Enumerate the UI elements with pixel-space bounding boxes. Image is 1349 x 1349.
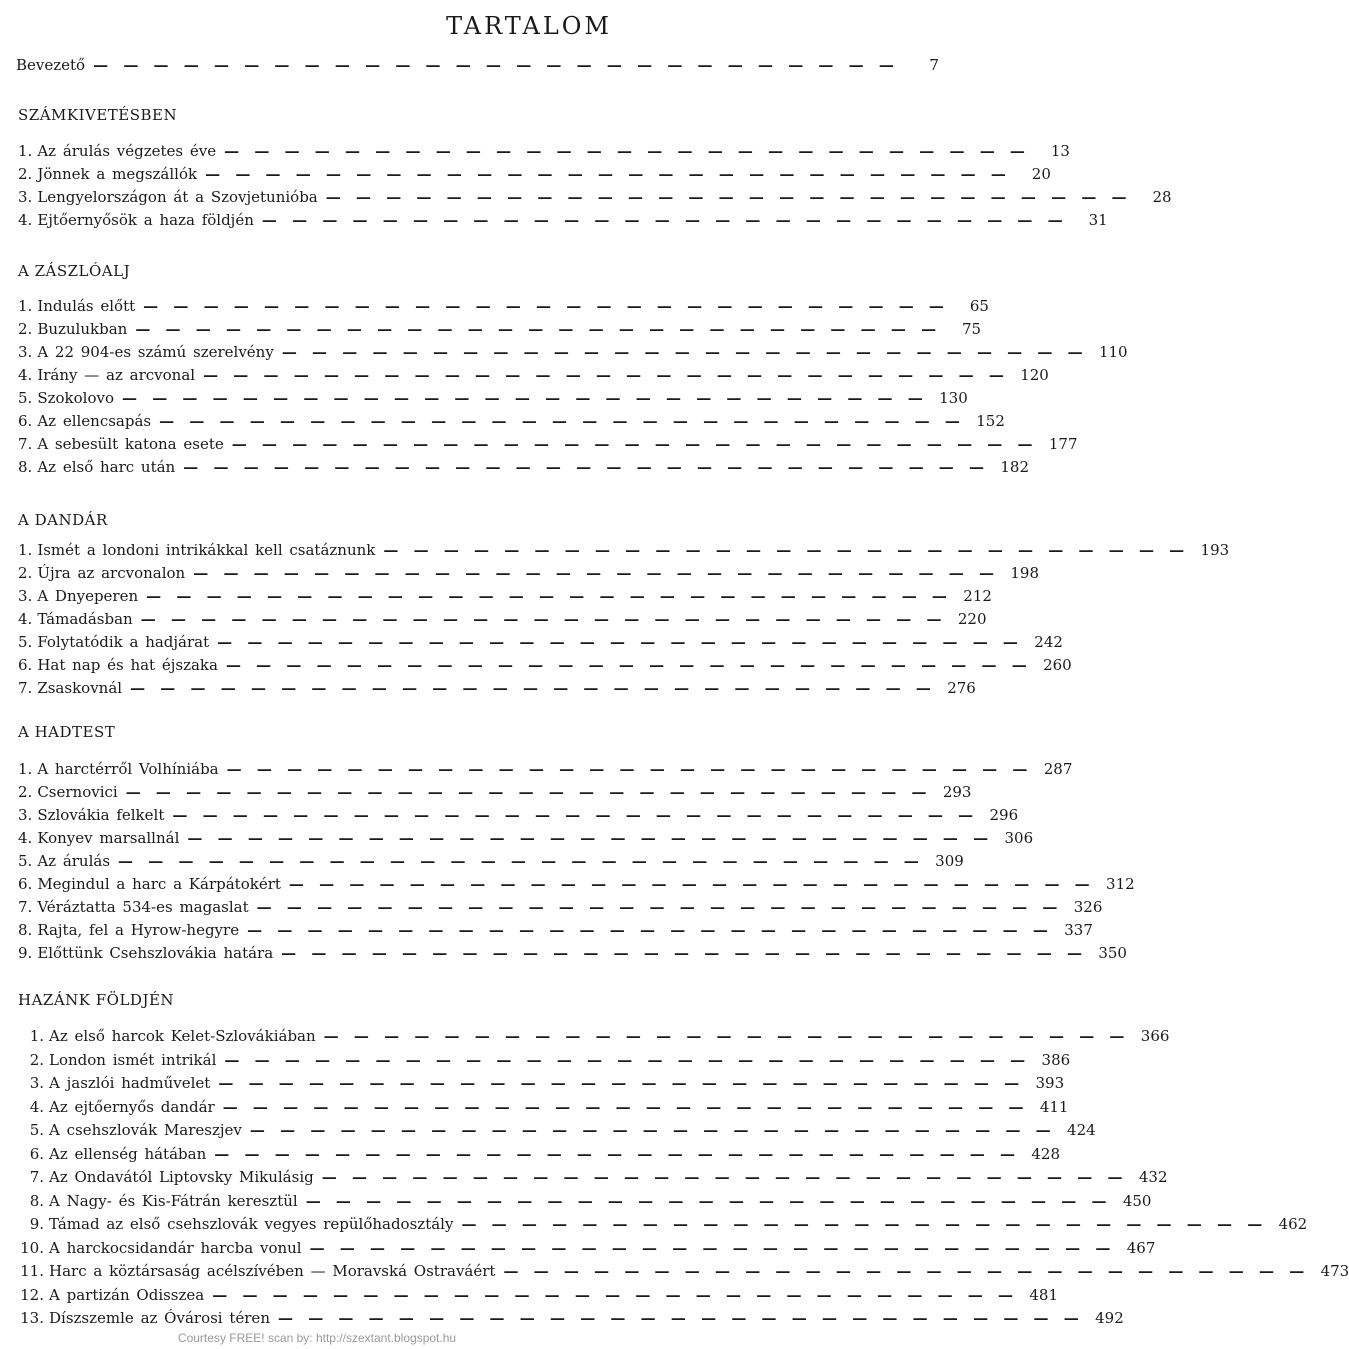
dash-leader: — — — — — — — — — — — — — — — — — — — — — — — — — — — xyxy=(130,679,936,697)
dash-leader: — — — — — — — — — — — — — — — — — — — — — — — — — — — xyxy=(212,1285,1019,1304)
toc-entry xyxy=(18,898,1103,921)
dash-leader: — — — — — — — — — — — — — — — — — — — — — — — — — — — xyxy=(218,1074,1025,1092)
toc-entry-number: 1. xyxy=(18,297,33,315)
toc-entry-number: 5. xyxy=(18,852,33,870)
toc-entry xyxy=(18,656,1072,679)
toc-entry xyxy=(18,1074,1065,1098)
toc-entry-number: 3. xyxy=(29,1074,44,1092)
toc-entry-page: 296 xyxy=(989,806,1019,824)
dash-leader: — — — — — — — — — — — — — — — — — — — — — — — — — — — xyxy=(383,541,1190,559)
toc-entry-page: 220 xyxy=(957,610,987,628)
section-list xyxy=(18,297,1128,481)
toc-entry xyxy=(18,1285,1059,1310)
toc-entry xyxy=(18,435,1078,458)
toc-entry-page: 386 xyxy=(1041,1050,1071,1069)
toc-entry-number: 9. xyxy=(29,1215,44,1233)
section-list xyxy=(18,760,1135,967)
dash-leader: — — — — — — — — — — — — — — — — — — — — — — — — — — — xyxy=(249,1121,1056,1139)
dash-leader: — — — — — — — — — — — — — — — — — — — — — — — — — — — xyxy=(93,56,899,74)
toc-entry-page: 424 xyxy=(1067,1121,1096,1139)
toc-entry-number: 5. xyxy=(18,389,33,407)
toc-entry-number: 3. xyxy=(18,587,33,605)
toc-entry xyxy=(18,806,1019,829)
toc-entry-label: Hat nap és hat éjszaka xyxy=(37,656,218,674)
dash-leader: — — — — — — — — — — — — — — — — — — — — — — — — — — — xyxy=(183,458,990,476)
toc-entry-label: A harctérről Volhíniába xyxy=(37,760,219,778)
dash-leader: — — — — — — — — — — — — — — — — — — — — — — — — — — — xyxy=(261,211,1068,229)
toc-entry-label: Támadásban xyxy=(37,610,133,628)
toc-entry xyxy=(18,1168,1168,1192)
toc-entry-number: 3. xyxy=(18,343,33,361)
dash-leader: — — — — — — — — — — — — — — — — — — — — — — — — — — — xyxy=(226,760,1033,778)
toc-entry xyxy=(18,541,1230,564)
toc-entry xyxy=(18,1191,1152,1216)
toc-entry-number: 10. xyxy=(20,1238,44,1257)
toc-entry-intro xyxy=(16,56,939,79)
toc-entry-label: Az Ondavától Liptovsky Mikulásig xyxy=(49,1168,314,1186)
toc-entry xyxy=(18,829,1034,852)
dash-leader: — — — — — — — — — — — — — — — — — — — — — — — — — — — xyxy=(503,1262,1310,1280)
dash-leader: — — — — — — — — — — — — — — — — — — — — — — — — — — — xyxy=(305,1191,1112,1210)
toc-entry-number: 1. xyxy=(29,1027,44,1045)
toc-entry-number: 2. xyxy=(18,320,33,338)
toc-entry xyxy=(18,165,1051,188)
toc-entry-number: 2. xyxy=(18,783,33,801)
toc-entry-label: A Dnyeperen xyxy=(37,587,139,605)
toc-entry-number: 9. xyxy=(18,944,33,962)
toc-entry-page: 350 xyxy=(1098,944,1127,962)
toc-entry-number: 13. xyxy=(20,1309,44,1327)
toc-entry-page: 428 xyxy=(1031,1144,1061,1163)
section-list xyxy=(18,142,1172,234)
toc-entry-label: Előttünk Csehszlovákia határa xyxy=(37,944,274,962)
toc-entry xyxy=(18,852,964,875)
toc-entry-label: Az árulás xyxy=(37,852,111,870)
toc-entry-number: 4. xyxy=(29,1097,44,1116)
toc-entry-number: 7. xyxy=(18,435,33,453)
toc-entry-page: 276 xyxy=(947,679,976,697)
toc-entry-page: 326 xyxy=(1073,898,1103,916)
toc-entry-label: Véráztatta 534-es magaslat xyxy=(37,898,249,916)
toc-entry xyxy=(18,760,1073,783)
toc-entry xyxy=(18,1097,1069,1122)
section-heading: A HADTEST xyxy=(18,723,116,741)
toc-entry-page: 120 xyxy=(1020,366,1049,384)
toc-entry xyxy=(18,211,1108,234)
dash-leader: — — — — — — — — — — — — — — — — — — — — — — — — — — — xyxy=(146,587,952,605)
toc-entry-label: Csernovici xyxy=(37,783,118,801)
toc-entry-label: Újra az arcvonalon xyxy=(37,564,186,582)
toc-entry xyxy=(18,142,1070,165)
toc-entry-label: Rajta, fel a Hyrow-hegyre xyxy=(37,921,240,939)
toc-entry-number: 6. xyxy=(29,1144,44,1163)
toc-entry-page: 411 xyxy=(1039,1097,1069,1116)
toc-entry xyxy=(18,366,1049,389)
toc-entry xyxy=(18,564,1039,587)
toc-entry xyxy=(18,188,1172,211)
toc-entry-number: 7. xyxy=(18,679,33,697)
toc-entry-number: 2. xyxy=(29,1050,44,1069)
toc-entry-label: A jaszlói hadművelet xyxy=(49,1074,211,1092)
toc-entry xyxy=(18,679,976,702)
toc-entry-number: 1. xyxy=(18,760,33,778)
toc-entry-number: 2. xyxy=(18,564,33,582)
toc-entry-label: Zsaskovnál xyxy=(37,679,123,697)
dash-leader: — — — — — — — — — — — — — — — — — — — — — — — — — — — xyxy=(143,297,949,315)
toc-entry-page: 462 xyxy=(1278,1215,1308,1233)
toc-entry-page: 393 xyxy=(1035,1074,1065,1092)
toc-entry-page: 75 xyxy=(962,320,982,338)
toc-entry-number: 6. xyxy=(18,412,33,430)
dash-leader: — — — — — — — — — — — — — — — — — — — — — — — — — — — xyxy=(203,366,1009,384)
toc-entry-page: 312 xyxy=(1106,875,1135,893)
toc-entry-number: 8. xyxy=(18,921,33,939)
toc-entry-label: Támad az első csehszlovák vegyes repülőhadosztály xyxy=(49,1215,454,1233)
toc-entry-label: Szokolovo xyxy=(37,389,114,407)
toc-entry-number: 6. xyxy=(18,656,33,674)
toc-entry-page: 287 xyxy=(1043,760,1073,778)
toc-entry xyxy=(18,389,968,412)
dash-leader: — — — — — — — — — — — — — — — — — — — — — — — — — — — xyxy=(159,412,965,430)
toc-entry-label: Szlovákia felkelt xyxy=(37,806,165,824)
toc-entry-page: 65 xyxy=(969,297,989,315)
toc-entry-label: Az ejtőernyős dandár xyxy=(49,1097,215,1116)
toc-entry xyxy=(18,1262,1349,1286)
section-heading: HAZÁNK FÖLDJÉN xyxy=(18,991,175,1009)
toc-entry xyxy=(18,1050,1071,1075)
dash-leader: — — — — — — — — — — — — — — — — — — — — — — — — — — — xyxy=(121,389,928,407)
toc-entry-page: 366 xyxy=(1140,1027,1170,1045)
toc-entry-label: Konyev marsallnál xyxy=(37,829,180,847)
dash-leader: — — — — — — — — — — — — — — — — — — — — — — — — — — — xyxy=(277,1309,1084,1327)
toc-entry-page: 212 xyxy=(963,587,992,605)
dash-leader: — — — — — — — — — — — — — — — — — — — — — — — — — — — xyxy=(205,165,1011,183)
toc-entry xyxy=(18,297,989,320)
toc-entry-page: 193 xyxy=(1200,541,1230,559)
dash-leader: — — — — — — — — — — — — — — — — — — — — — — — — — — — xyxy=(217,633,1023,651)
toc-entry-page: 481 xyxy=(1029,1285,1059,1304)
dash-leader: — — — — — — — — — — — — — — — — — — — — — — — — — — — xyxy=(118,852,924,870)
toc-entry xyxy=(18,921,1093,944)
toc-entry xyxy=(18,1144,1061,1169)
toc-entry xyxy=(18,633,1063,656)
toc-entry-number: 5. xyxy=(18,633,33,651)
toc-entry-label: Megindul a harc a Kárpátokért xyxy=(37,875,281,893)
toc-entry-label: A partizán Odisszea xyxy=(49,1285,205,1304)
toc-entry-number: 1. xyxy=(18,142,33,160)
toc-entry xyxy=(18,1121,1096,1145)
dash-leader: — — — — — — — — — — — — — — — — — — — — — — — — — — — xyxy=(225,656,1032,674)
toc-entry-label: Lengyelországon át a Szovjetunióba xyxy=(37,188,318,206)
toc-entry-number: 1. xyxy=(18,541,33,559)
toc-entry xyxy=(18,343,1128,366)
toc-entry-label: Folytatódik a hadjárat xyxy=(37,633,210,651)
toc-entry-number: 3. xyxy=(18,188,33,206)
section-heading: A DANDÁR xyxy=(18,511,108,529)
toc-entry-number: 11. xyxy=(20,1262,44,1280)
dash-leader: — — — — — — — — — — — — — — — — — — — — — — — — — — — xyxy=(140,610,947,628)
toc-entry xyxy=(18,1027,1170,1051)
dash-leader: — — — — — — — — — — — — — — — — — — — — — — — — — — — xyxy=(323,1027,1130,1045)
toc-entry-number: 7. xyxy=(29,1168,44,1186)
dash-leader: — — — — — — — — — — — — — — — — — — — — — — — — — — — xyxy=(461,1215,1268,1233)
toc-entry-number: 5. xyxy=(29,1121,44,1139)
toc-entry-page: 242 xyxy=(1034,633,1063,651)
toc-entry-page: 20 xyxy=(1031,165,1051,183)
toc-entry xyxy=(18,412,1005,435)
dash-leader: — — — — — — — — — — — — — — — — — — — — — — — — — — — xyxy=(187,829,994,847)
toc-entry-number: 4. xyxy=(18,610,33,628)
toc-entry-page: 13 xyxy=(1050,142,1070,160)
toc-entry-label: Bevezető xyxy=(16,56,86,74)
dash-leader: — — — — — — — — — — — — — — — — — — — — — — — — — — — xyxy=(214,1144,1021,1163)
toc-entry-page: 450 xyxy=(1122,1191,1152,1210)
toc-entry-label: Az ellenség hátában xyxy=(49,1144,207,1163)
toc-entry-label: Az árulás végzetes éve xyxy=(37,142,217,160)
toc-entry-page: 182 xyxy=(1000,458,1030,476)
toc-entry xyxy=(18,587,992,610)
toc-entry-label: A 22 904-es számú szerelvény xyxy=(37,343,274,361)
toc-entry-number: 12. xyxy=(20,1285,44,1304)
toc-entry xyxy=(18,944,1127,967)
toc-entry-page: 260 xyxy=(1043,656,1072,674)
toc-entry xyxy=(18,320,982,343)
toc-entry-page: 467 xyxy=(1126,1238,1156,1257)
toc-entry-label: A harckocsidandár harcba vonul xyxy=(49,1238,302,1257)
toc-entry-label: Jönnek a megszállók xyxy=(37,165,198,183)
section-list xyxy=(18,1027,1349,1333)
dash-leader: — — — — — — — — — — — — — — — — — — — — — — — — — — — xyxy=(135,320,942,338)
dash-leader: — — — — — — — — — — — — — — — — — — — — — — — — — — — xyxy=(309,1238,1116,1257)
toc-entry-number: 4. xyxy=(18,366,33,384)
dash-leader: — — — — — — — — — — — — — — — — — — — — — — — — — — — xyxy=(281,944,1087,962)
toc-entry-page: 492 xyxy=(1095,1309,1124,1327)
toc-entry-number: 8. xyxy=(29,1191,44,1210)
toc-entry-label: Buzulukban xyxy=(37,320,128,338)
section-list xyxy=(18,541,1230,702)
toc-entry-page: 31 xyxy=(1088,211,1108,229)
toc-entry-page: 306 xyxy=(1004,829,1034,847)
toc-entry-label: Harc a köztársaság acélszívében — Moravská Ostraváért xyxy=(49,1262,496,1280)
toc-entry-number: 3. xyxy=(18,806,33,824)
toc-entry-page: 337 xyxy=(1064,921,1093,939)
dash-leader: — — — — — — — — — — — — — — — — — — — — — — — — — — — xyxy=(256,898,1063,916)
toc-entry-page: 473 xyxy=(1320,1262,1349,1280)
toc-entry-number: 7. xyxy=(18,898,33,916)
toc-entry-label: London ismét intrikál xyxy=(49,1050,217,1069)
toc-entry-page: 309 xyxy=(935,852,964,870)
dash-leader: — — — — — — — — — — — — — — — — — — — — — — — — — — — xyxy=(224,142,1030,160)
page-title: TARTALOM xyxy=(446,12,612,40)
toc-entry-number: 4. xyxy=(18,211,33,229)
toc-entry-number: 2. xyxy=(18,165,33,183)
dash-leader: — — — — — — — — — — — — — — — — — — — — — — — — — — — xyxy=(222,1097,1029,1116)
dash-leader: — — — — — — — — — — — — — — — — — — — — — — — — — — — xyxy=(224,1050,1031,1069)
section-heading: A ZÁSZLÓALJ xyxy=(18,262,131,280)
toc-entry-number: 6. xyxy=(18,875,33,893)
toc-entry-number: 8. xyxy=(18,458,33,476)
toc-entry-page: 152 xyxy=(976,412,1005,430)
dash-leader: — — — — — — — — — — — — — — — — — — — — — — — — — — — xyxy=(281,343,1088,361)
toc-entry-label: A sebesült katona esete xyxy=(37,435,224,453)
dash-leader: — — — — — — — — — — — — — — — — — — — — — — — — — — — xyxy=(172,806,979,824)
dash-leader: — — — — — — — — — — — — — — — — — — — — — — — — — — — xyxy=(321,1168,1128,1186)
toc-entry-label: Indulás előtt xyxy=(37,297,136,315)
toc-entry xyxy=(18,458,1030,481)
toc-entry-page: 198 xyxy=(1010,564,1039,582)
toc-entry xyxy=(18,875,1135,898)
toc-entry-page: 293 xyxy=(942,783,972,801)
toc-entry-label: Ejtőernyősök a haza földjén xyxy=(37,211,254,229)
toc-entry xyxy=(18,1309,1124,1333)
toc-entry xyxy=(18,610,987,633)
toc-entry-label: Az első harcok Kelet-Szlovákiában xyxy=(49,1027,316,1045)
toc-entry xyxy=(18,1215,1308,1239)
toc-entry-page: 130 xyxy=(939,389,968,407)
scan-credit: Courtesy FREE! scan by: http://szextant.blogspot.hu xyxy=(177,1331,457,1345)
toc-entry-page: 7 xyxy=(929,56,939,74)
toc-entry xyxy=(18,1238,1156,1263)
toc-entry xyxy=(18,783,972,806)
toc-entry-label: Az első harc után xyxy=(37,458,176,476)
dash-leader: — — — — — — — — — — — — — — — — — — — — — — — — — — — xyxy=(231,435,1038,453)
toc-entry-page: 110 xyxy=(1098,343,1128,361)
toc-entry-label: Ismét a londoni intrikákkal kell csatáznunk xyxy=(37,541,376,559)
dash-leader: — — — — — — — — — — — — — — — — — — — — — — — — — — — xyxy=(288,875,1095,893)
dash-leader: — — — — — — — — — — — — — — — — — — — — — — — — — — — xyxy=(325,188,1132,206)
toc-entry-page: 177 xyxy=(1048,435,1078,453)
toc-entry-number: 4. xyxy=(18,829,33,847)
toc-entry-page: 28 xyxy=(1152,188,1172,206)
toc-entry-label: A Nagy- és Kis-Fátrán keresztül xyxy=(49,1191,298,1210)
section-heading: SZÁMKIVETÉSBEN xyxy=(18,106,178,124)
toc-entry-label: Díszszemle az Óvárosi téren xyxy=(49,1309,270,1327)
dash-leader: — — — — — — — — — — — — — — — — — — — — — — — — — — — xyxy=(247,921,1053,939)
dash-leader: — — — — — — — — — — — — — — — — — — — — — — — — — — — xyxy=(193,564,999,582)
toc-entry-label: Az ellencsapás xyxy=(37,412,152,430)
dash-leader: — — — — — — — — — — — — — — — — — — — — — — — — — — — xyxy=(125,783,932,801)
toc-entry-label: Irány — az arcvonal xyxy=(37,366,196,384)
toc-entry-label: A csehszlovák Mareszjev xyxy=(49,1121,242,1139)
toc-entry-page: 432 xyxy=(1138,1168,1168,1186)
